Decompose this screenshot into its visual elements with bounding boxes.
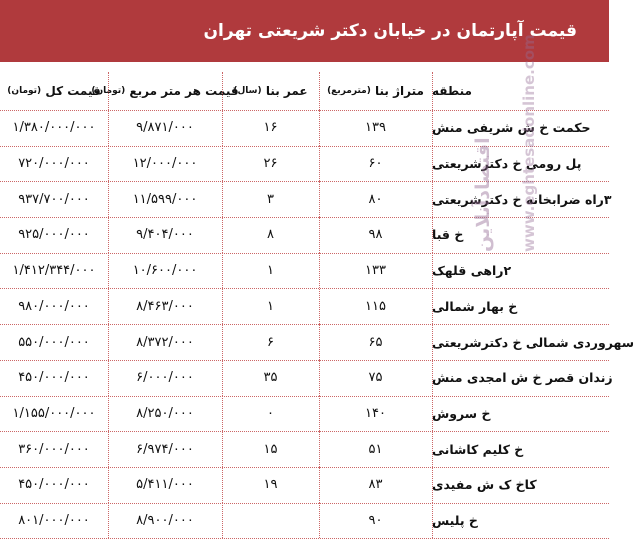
column-divider [222,503,223,539]
cell-age: ۳ [267,191,274,207]
column-divider [432,289,433,325]
cell-area: حکمت خ ش شریفی منش [432,120,591,136]
cell-total-price: ۹۳۷/۷۰۰/۰۰۰ [18,191,90,207]
table-row [0,431,609,468]
column-divider [108,324,109,360]
column-divider [432,110,433,146]
column-divider [319,217,320,253]
table-row [0,181,612,218]
column-divider [319,181,320,217]
cell-size: ۱۳۳ [365,263,386,279]
cell-size: ۱۴۰ [365,405,386,421]
cell-area: زندان قصر خ ش امجدی منش [432,370,613,386]
column-divider [108,110,109,146]
table-row [0,360,613,397]
column-divider [108,360,109,396]
cell-age: ۱ [267,263,274,279]
column-divider [108,181,109,217]
header-size: متراژ بنا (مترمربع) [327,84,424,98]
cell-area: خ پلیس [432,513,478,529]
column-divider [432,72,433,110]
column-divider [319,324,320,360]
table-row [0,110,609,147]
title-bar [0,0,609,62]
column-divider [432,253,433,289]
table-row [0,324,634,361]
column-divider [432,217,433,253]
cell-price-per-m2: ۸/۴۶۳/۰۰۰ [136,298,194,314]
column-divider [319,110,320,146]
cell-size: ۵۱ [368,441,383,457]
cell-area: سهروردی شمالی خ دکترشریعتی [432,334,634,350]
cell-price-per-m2: ۵/۴۱۱/۰۰۰ [136,477,194,493]
column-divider [108,253,109,289]
price-table [0,34,634,539]
cell-size: ۸۰ [368,191,383,207]
cell-price-per-m2: ۶/۰۰۰/۰۰۰ [136,370,194,386]
cell-price-per-m2: ۶/۹۷۴/۰۰۰ [136,441,194,457]
cell-area: ۳راه ضرابخانه خ دکترشریعتی [432,191,612,207]
column-divider [222,289,223,325]
cell-price-per-m2: ۸/۳۷۲/۰۰۰ [136,334,194,350]
cell-size: ۶۵ [368,334,383,350]
watermark-fa: اقتصادآنلاین [472,137,494,252]
column-divider [432,467,433,503]
column-divider [222,217,223,253]
column-divider [108,217,109,253]
header-total-price: قیمت کل (تومان) [7,84,101,98]
cell-price-per-m2: ۸/۲۵۰/۰۰۰ [136,405,194,421]
column-divider [319,72,320,110]
cell-age: ۰ [267,405,274,421]
cell-size: ۶۰ [368,156,383,172]
cell-age: ۶ [267,334,274,350]
cell-age: ۸ [267,227,274,243]
table-row [0,467,609,504]
column-divider [222,467,223,503]
column-divider [432,431,433,467]
table-header-row [0,72,609,111]
header-price-per-m2: قیمت هر متر مربع (تومان) [91,84,239,98]
cell-age: ۳۵ [263,370,278,386]
cell-area: ۲راهی قلهک [432,263,512,279]
column-divider [108,431,109,467]
column-divider [319,503,320,539]
column-divider [108,467,109,503]
cell-age: ۲۶ [263,156,278,172]
column-divider [432,324,433,360]
watermark-en: www.eghtesadonline.com [520,34,538,252]
cell-area: کاخ ک ش مفیدی [432,477,537,493]
column-divider [222,396,223,432]
cell-total-price: ۷۲۰/۰۰۰/۰۰۰ [18,156,90,172]
cell-total-price: ۳۶۰/۰۰۰/۰۰۰ [18,441,90,457]
cell-age: ۱ [267,298,274,314]
cell-price-per-m2: ۱۰/۶۰۰/۰۰۰ [132,263,198,279]
column-divider [319,289,320,325]
table-row [0,503,609,539]
cell-total-price: ۵۵۰/۰۰۰/۰۰۰ [18,334,90,350]
column-divider [222,72,223,110]
cell-price-per-m2: ۸/۹۰۰/۰۰۰ [136,513,194,529]
cell-area: خ کلیم کاشانی [432,441,524,457]
cell-area: پل رومی خ دکترشریعتی [432,156,582,172]
cell-total-price: ۴۵۰/۰۰۰/۰۰۰ [18,370,90,386]
column-divider [222,324,223,360]
cell-area: خ قبا [432,227,464,243]
cell-size: ۸۳ [368,477,383,493]
column-divider [108,146,109,182]
column-divider [319,467,320,503]
column-divider [222,146,223,182]
column-divider [222,181,223,217]
table-row [0,217,609,254]
column-divider [222,360,223,396]
cell-price-per-m2: ۹/۸۷۱/۰۰۰ [136,120,194,136]
cell-total-price: ۱/۴۱۲/۳۴۴/۰۰۰ [12,263,96,279]
cell-price-per-m2: ۱۱/۵۹۹/۰۰۰ [132,191,198,207]
column-divider [222,431,223,467]
table-row [0,146,609,183]
cell-price-per-m2: ۱۲/۰۰۰/۰۰۰ [132,156,198,172]
cell-size: ۷۵ [368,370,383,386]
cell-size: ۹۸ [368,227,383,243]
cell-size: ۱۱۵ [365,298,386,314]
column-divider [432,181,433,217]
column-divider [319,360,320,396]
header-area: منطقه [432,84,472,98]
cell-total-price: ۹۲۵/۰۰۰/۰۰۰ [18,227,90,243]
cell-size: ۱۳۹ [365,120,386,136]
cell-area: خ سروش [432,405,491,421]
column-divider [432,396,433,432]
cell-area: خ بهار شمالی [432,298,518,314]
column-divider [319,253,320,289]
column-divider [319,146,320,182]
column-divider [432,146,433,182]
cell-age [222,503,319,539]
column-divider [319,396,320,432]
column-divider [108,396,109,432]
column-divider [222,110,223,146]
column-divider [319,431,320,467]
column-divider [108,72,109,110]
column-divider [222,253,223,289]
table-row [0,289,609,326]
cell-size: ۹۰ [368,513,383,529]
cell-total-price: ۴۵۰/۰۰۰/۰۰۰ [18,477,90,493]
cell-age: ۱۹ [263,477,278,493]
cell-age: ۱۶ [263,120,278,136]
column-divider [108,503,109,539]
cell-total-price: ۱/۱۵۵/۰۰۰/۰۰۰ [12,405,96,421]
column-divider [108,289,109,325]
header-age: عمر بنا (سال) [233,84,308,98]
cell-total-price: ۹۸۰/۰۰۰/۰۰۰ [18,298,90,314]
table-row [0,396,609,433]
column-divider [432,503,433,539]
cell-age: ۱۵ [263,441,278,457]
cell-total-price: ۸۰۱/۰۰۰/۰۰۰ [18,513,90,529]
cell-price-per-m2: ۹/۴۰۴/۰۰۰ [136,227,194,243]
column-divider [432,360,433,396]
page-title: قیمت آپارتمان در خیابان دکتر شریعتی تهران [203,21,577,41]
table-row [0,253,609,290]
cell-total-price: ۱/۳۸۰/۰۰۰/۰۰۰ [12,120,96,136]
